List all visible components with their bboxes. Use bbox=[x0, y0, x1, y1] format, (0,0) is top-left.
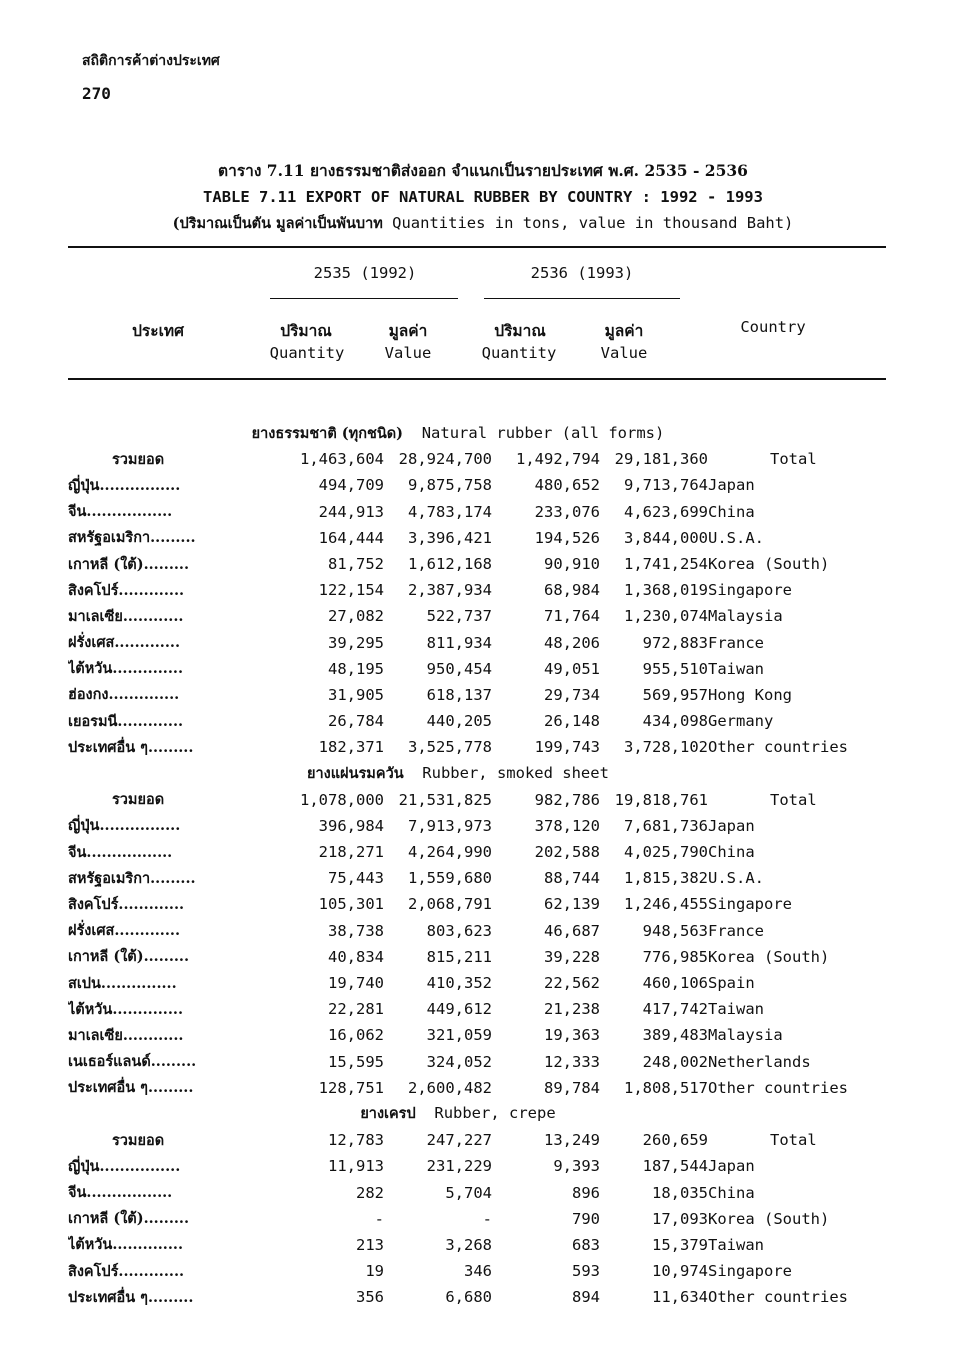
value-1993: 10,974 bbox=[652, 1262, 708, 1281]
country-name-english: Malaysia bbox=[708, 1026, 783, 1045]
value-1993: 29,181,360 bbox=[614, 450, 708, 469]
value-1992: 449,612 bbox=[426, 1000, 492, 1019]
table-row bbox=[68, 1284, 848, 1310]
value-th-heading-1992: มูลค่า bbox=[388, 321, 428, 340]
country-name-english: China bbox=[708, 1183, 755, 1202]
quantity-1993: 90,910 bbox=[544, 555, 600, 574]
quantity-1993: 683 bbox=[572, 1235, 600, 1254]
country-name-english: U.S.A. bbox=[708, 869, 764, 888]
value-1993: 569,957 bbox=[642, 685, 708, 704]
table-row bbox=[68, 1153, 848, 1179]
country-name-english: Taiwan bbox=[708, 659, 764, 678]
country-name-thai: มาเลเซีย............ bbox=[68, 607, 184, 625]
country-name-english: Korea (South) bbox=[708, 555, 830, 574]
country-name-thai: จีน................. bbox=[68, 843, 173, 861]
value-1993: 260,659 bbox=[642, 1131, 708, 1150]
country-name-thai: ประเทศอื่น ๆ......... bbox=[68, 1079, 194, 1097]
table-row bbox=[68, 551, 848, 577]
value-1992: 440,205 bbox=[426, 712, 492, 731]
value-1992: 6,680 bbox=[445, 1288, 492, 1307]
quantity-1992: 38,738 bbox=[328, 921, 384, 940]
value-1992: 5,704 bbox=[445, 1183, 492, 1202]
country-name-english: Taiwan bbox=[708, 1235, 764, 1254]
value-en-heading-1992: Value bbox=[384, 344, 432, 362]
country-name-english: Total bbox=[770, 790, 817, 809]
country-name-english: Germany bbox=[708, 712, 774, 731]
value-1992: 410,352 bbox=[426, 974, 492, 993]
country-name-thai: ไต้หวัน.............. bbox=[68, 660, 183, 678]
quantity-1992: 356 bbox=[356, 1288, 384, 1307]
country-name-thai: สหรัฐอเมริกา......... bbox=[68, 869, 196, 887]
quantity-1993: 894 bbox=[572, 1288, 600, 1307]
value-1993: 1,246,455 bbox=[624, 895, 708, 914]
value-1992: 522,737 bbox=[426, 607, 492, 626]
value-1993: 18,035 bbox=[652, 1183, 708, 1202]
quantity-1992: 26,784 bbox=[328, 712, 384, 731]
country-name-english: France bbox=[708, 633, 764, 652]
value-en-heading-1993: Value bbox=[600, 344, 648, 362]
country-name-thai: สิงคโปร์............. bbox=[68, 581, 185, 599]
value-1992: 950,454 bbox=[426, 659, 492, 678]
value-1993: 9,713,764 bbox=[624, 476, 708, 495]
country-name-english: Singapore bbox=[708, 1262, 792, 1281]
quantity-1992: 182,371 bbox=[318, 738, 384, 757]
table-row bbox=[68, 1206, 848, 1232]
quantity-1992: 15,595 bbox=[328, 1052, 384, 1071]
quantity-1993: 89,784 bbox=[544, 1078, 600, 1097]
country-name-thai: ประเทศอื่น ๆ......... bbox=[68, 1288, 194, 1306]
quantity-1992: 11,913 bbox=[328, 1157, 384, 1176]
country-name-thai: เกาหลี (ใต้)......... bbox=[68, 555, 190, 573]
value-1993: 7,681,736 bbox=[624, 816, 708, 835]
total-row bbox=[68, 446, 848, 472]
country-name-thai: ฮ่องกง.............. bbox=[68, 686, 180, 704]
quantity-1992: 81,752 bbox=[328, 555, 384, 574]
section-header bbox=[68, 760, 848, 786]
value-1992: 2,600,482 bbox=[408, 1078, 492, 1097]
quantity-1993: 46,687 bbox=[544, 921, 600, 940]
country-name-thai: เยอรมนี............. bbox=[68, 712, 184, 730]
top-rule bbox=[68, 246, 886, 248]
quantity-1993: 480,652 bbox=[534, 476, 600, 495]
value-1993: 3,844,000 bbox=[624, 528, 708, 547]
country-name-english: Netherlands bbox=[708, 1052, 811, 1071]
country-name-thai: ประเทศอื่น ๆ......... bbox=[68, 738, 194, 756]
title-units bbox=[0, 210, 966, 237]
country-name-thai: ฝรั่งเศส............. bbox=[68, 634, 180, 652]
value-th-heading-1993: มูลค่า bbox=[604, 321, 644, 340]
value-1992: 21,531,825 bbox=[398, 790, 492, 809]
quantity-1992: 128,751 bbox=[318, 1078, 384, 1097]
country-name-thai: จีน................. bbox=[68, 503, 173, 521]
country-name-english: Japan bbox=[708, 476, 755, 495]
table-row bbox=[68, 525, 848, 551]
table-row bbox=[68, 1049, 848, 1075]
value-1993: 187,544 bbox=[642, 1157, 708, 1176]
quantity-1993: 194,526 bbox=[534, 528, 600, 547]
quantity-1993: 21,238 bbox=[544, 1000, 600, 1019]
value-1993: 3,728,102 bbox=[624, 738, 708, 757]
table-row bbox=[68, 865, 848, 891]
quantity-1992: 218,271 bbox=[318, 843, 384, 862]
table-row bbox=[68, 996, 848, 1022]
quantity-1992: 31,905 bbox=[328, 685, 384, 704]
country-name-english: Korea (South) bbox=[708, 1209, 830, 1228]
table-row bbox=[68, 1179, 848, 1205]
value-1993: 955,510 bbox=[642, 659, 708, 678]
quantity-1992: 494,709 bbox=[318, 476, 384, 495]
country-name-english: Other countries bbox=[708, 738, 848, 757]
quantity-1993: 13,249 bbox=[544, 1131, 600, 1150]
country-name-thai: รวมยอด bbox=[112, 1131, 165, 1149]
table-row bbox=[68, 603, 848, 629]
country-name-thai: สิงคโปร์............. bbox=[68, 895, 185, 913]
quantity-1992: 1,463,604 bbox=[300, 450, 384, 469]
quantity-1993: 982,786 bbox=[534, 790, 600, 809]
quantity-1992: 164,444 bbox=[318, 528, 384, 547]
country-name-thai: มาเลเซีย............ bbox=[68, 1026, 184, 1044]
country-name-thai: รวมยอด bbox=[112, 791, 165, 809]
value-1992: 9,875,758 bbox=[408, 476, 492, 495]
quantity-1993: 233,076 bbox=[534, 502, 600, 521]
quantity-1993: 202,588 bbox=[534, 843, 600, 862]
quantity-1992: 16,062 bbox=[328, 1026, 384, 1045]
quantity-1992: - bbox=[374, 1209, 384, 1228]
quantity-1993: 88,744 bbox=[544, 869, 600, 888]
value-1992: 2,387,934 bbox=[408, 581, 492, 600]
country-name-english: Singapore bbox=[708, 581, 792, 600]
quantity-1993: 68,984 bbox=[544, 581, 600, 600]
total-row bbox=[68, 1127, 848, 1153]
quantity-1992: 282 bbox=[356, 1183, 384, 1202]
export-table bbox=[68, 420, 848, 1310]
country-name-english: Other countries bbox=[708, 1078, 848, 1097]
table-row bbox=[68, 944, 848, 970]
value-1992: 247,227 bbox=[426, 1131, 492, 1150]
table-row bbox=[68, 1232, 848, 1258]
quantity-1993: 39,228 bbox=[544, 947, 600, 966]
quantity-1993: 71,764 bbox=[544, 607, 600, 626]
country-name-thai: ญี่ปุ่น................ bbox=[68, 1157, 181, 1175]
country-name-thai: เกาหลี (ใต้)......... bbox=[68, 948, 190, 966]
table-row bbox=[68, 918, 848, 944]
quantity-1993: 593 bbox=[572, 1262, 600, 1281]
section-title-thai: ยางเครป bbox=[360, 1105, 416, 1123]
quantity-1992: 122,154 bbox=[318, 581, 384, 600]
quantity-1993: 790 bbox=[572, 1209, 600, 1228]
section-title-thai: ยางแผ่นรมควัน bbox=[307, 765, 404, 783]
value-1993: 948,563 bbox=[642, 921, 708, 940]
quantity-en-heading-1993: Quantity bbox=[481, 344, 557, 362]
page-number: 270 bbox=[82, 84, 111, 103]
series-title: สถิติการค้าต่างประเทศ bbox=[82, 53, 220, 69]
value-1993: 972,883 bbox=[642, 633, 708, 652]
country-name-thai: เนเธอร์แลนด์......... bbox=[68, 1053, 197, 1071]
quantity-1992: 105,301 bbox=[318, 895, 384, 914]
country-name-thai: สเปน............... bbox=[68, 974, 177, 992]
quantity-1993: 19,363 bbox=[544, 1026, 600, 1045]
table-row bbox=[68, 656, 848, 682]
country-name-thai: ญี่ปุ่น................ bbox=[68, 476, 181, 494]
value-1993: 248,002 bbox=[642, 1052, 708, 1071]
value-1993: 17,093 bbox=[652, 1209, 708, 1228]
quantity-1992: 19 bbox=[365, 1262, 384, 1281]
country-name-thai: ไต้หวัน.............. bbox=[68, 1000, 183, 1018]
quantity-1993: 49,051 bbox=[544, 659, 600, 678]
quantity-1992: 75,443 bbox=[328, 869, 384, 888]
country-name-english: France bbox=[708, 921, 764, 940]
country-name-english: China bbox=[708, 502, 755, 521]
value-1992: 1,559,680 bbox=[408, 869, 492, 888]
value-1992: 815,211 bbox=[426, 947, 492, 966]
quantity-th-heading-1993: ปริมาณ bbox=[494, 321, 546, 340]
section-title bbox=[68, 420, 848, 446]
quantity-1992: 48,195 bbox=[328, 659, 384, 678]
table-row bbox=[68, 472, 848, 498]
value-1993: 417,742 bbox=[642, 1000, 708, 1019]
quantity-1992: 213 bbox=[356, 1235, 384, 1254]
total-row bbox=[68, 787, 848, 813]
country-th-heading: ประเทศ bbox=[132, 321, 184, 340]
value-1993: 19,818,761 bbox=[614, 790, 708, 809]
value-1992: 3,268 bbox=[445, 1235, 492, 1254]
value-1992: 811,934 bbox=[426, 633, 492, 652]
table-row bbox=[68, 1075, 848, 1101]
year-1992-underline bbox=[270, 298, 458, 299]
value-1993: 434,098 bbox=[642, 712, 708, 731]
value-1993: 1,808,517 bbox=[624, 1078, 708, 1097]
country-name-english: China bbox=[708, 843, 755, 862]
country-name-english: Taiwan bbox=[708, 1000, 764, 1019]
quantity-1993: 199,743 bbox=[534, 738, 600, 757]
quantity-1992: 19,740 bbox=[328, 974, 384, 993]
table-row bbox=[68, 891, 848, 917]
value-1992: 3,525,778 bbox=[408, 738, 492, 757]
country-name-english: Japan bbox=[708, 1157, 755, 1176]
quantity-1993: 29,734 bbox=[544, 685, 600, 704]
country-name-english: Malaysia bbox=[708, 607, 783, 626]
title-thai: ตาราง 7.11 ยางธรรมชาติส่งออก จำแนกเป็นรายประเทศ พ.ศ. 2535 - 2536 bbox=[218, 161, 748, 180]
quantity-1993: 9,393 bbox=[553, 1157, 600, 1176]
value-1993: 4,623,699 bbox=[624, 502, 708, 521]
value-1992: 231,229 bbox=[426, 1157, 492, 1176]
year-1993-underline bbox=[484, 298, 680, 299]
table-row bbox=[68, 970, 848, 996]
country-name-thai: ญี่ปุ่น................ bbox=[68, 817, 181, 835]
value-1993: 776,985 bbox=[642, 947, 708, 966]
quantity-1993: 378,120 bbox=[534, 816, 600, 835]
quantity-1993: 48,206 bbox=[544, 633, 600, 652]
value-1992: 1,612,168 bbox=[408, 555, 492, 574]
quantity-1992: 12,783 bbox=[328, 1131, 384, 1150]
table-row bbox=[68, 708, 848, 734]
value-1993: 4,025,790 bbox=[624, 843, 708, 862]
value-1993: 1,368,019 bbox=[624, 581, 708, 600]
section-title-english: Rubber, crepe bbox=[434, 1104, 556, 1123]
table-row bbox=[68, 734, 848, 760]
table-row bbox=[68, 630, 848, 656]
value-1993: 1,741,254 bbox=[624, 555, 708, 574]
value-1992: 4,783,174 bbox=[408, 502, 492, 521]
quantity-1992: 39,295 bbox=[328, 633, 384, 652]
country-name-thai: จีน................. bbox=[68, 1184, 173, 1202]
value-1992: 346 bbox=[464, 1262, 492, 1281]
quantity-1992: 1,078,000 bbox=[300, 790, 384, 809]
value-1992: 618,137 bbox=[426, 685, 492, 704]
country-name-thai: ไต้หวัน.............. bbox=[68, 1236, 183, 1254]
value-1993: 1,815,382 bbox=[624, 869, 708, 888]
country-name-thai: สหรัฐอเมริกา......... bbox=[68, 529, 196, 547]
value-1992: 3,396,421 bbox=[408, 528, 492, 547]
country-en-heading: Country bbox=[740, 318, 806, 336]
value-1992: 4,264,990 bbox=[408, 843, 492, 862]
value-1992: 28,924,700 bbox=[398, 450, 492, 469]
quantity-1993: 1,492,794 bbox=[516, 450, 600, 469]
table-row bbox=[68, 813, 848, 839]
title-english: TABLE 7.11 EXPORT OF NATURAL RUBBER BY COUNTRY : 1992 - 1993 bbox=[203, 188, 763, 206]
table-row bbox=[68, 1022, 848, 1048]
units-thai: (ปริมาณเป็นตัน มูลค่าเป็นพันบาท bbox=[172, 215, 383, 232]
value-1993: 15,379 bbox=[652, 1235, 708, 1254]
quantity-en-heading-1992: Quantity bbox=[269, 344, 345, 362]
table-row bbox=[68, 499, 848, 525]
quantity-1993: 22,562 bbox=[544, 974, 600, 993]
quantity-1993: 26,148 bbox=[544, 712, 600, 731]
quantity-1993: 62,139 bbox=[544, 895, 600, 914]
country-name-thai: ฝรั่งเศส............. bbox=[68, 922, 180, 940]
value-1992: 7,913,973 bbox=[408, 816, 492, 835]
country-name-english: Hong Kong bbox=[708, 685, 792, 704]
section-title-thai: ยางธรรมชาติ (ทุกชนิด) bbox=[251, 424, 404, 442]
quantity-1992: 244,913 bbox=[318, 502, 384, 521]
country-name-thai: เกาหลี (ใต้)......... bbox=[68, 1210, 190, 1228]
section-title-english: Rubber, smoked sheet bbox=[422, 764, 609, 783]
table-row bbox=[68, 839, 848, 865]
country-name-english: Korea (South) bbox=[708, 947, 830, 966]
quantity-1993: 896 bbox=[572, 1183, 600, 1202]
quantity-1992: 27,082 bbox=[328, 607, 384, 626]
value-1992: 803,623 bbox=[426, 921, 492, 940]
country-name-english: Singapore bbox=[708, 895, 792, 914]
country-name-english: U.S.A. bbox=[708, 528, 764, 547]
country-name-english: Other countries bbox=[708, 1288, 848, 1307]
country-name-thai: รวมยอด bbox=[112, 450, 165, 468]
section-header bbox=[68, 420, 848, 446]
year-1993-heading: 2536 (1993) bbox=[530, 264, 634, 282]
quantity-th-heading-1992: ปริมาณ bbox=[280, 321, 332, 340]
section-title bbox=[68, 760, 848, 786]
quantity-1992: 396,984 bbox=[318, 816, 384, 835]
value-1992: 321,059 bbox=[426, 1026, 492, 1045]
quantity-1992: 22,281 bbox=[328, 1000, 384, 1019]
country-name-english: Total bbox=[770, 450, 817, 469]
value-1992: 324,052 bbox=[426, 1052, 492, 1071]
section-title bbox=[68, 1101, 848, 1127]
value-1993: 11,634 bbox=[652, 1288, 708, 1307]
table-row bbox=[68, 577, 848, 603]
table-row bbox=[68, 682, 848, 708]
value-1993: 389,483 bbox=[642, 1026, 708, 1045]
section-header bbox=[68, 1101, 848, 1127]
country-name-english: Spain bbox=[708, 974, 755, 993]
units-english: Quantities in tons, value in thousand Baht) bbox=[392, 214, 794, 232]
country-name-english: Total bbox=[770, 1131, 817, 1150]
country-name-english: Japan bbox=[708, 816, 755, 835]
value-1992: - bbox=[482, 1209, 492, 1228]
table-row bbox=[68, 1258, 848, 1284]
quantity-1993: 12,333 bbox=[544, 1052, 600, 1071]
country-name-thai: สิงคโปร์............. bbox=[68, 1262, 185, 1280]
value-1993: 1,230,074 bbox=[624, 607, 708, 626]
value-1992: 2,068,791 bbox=[408, 895, 492, 914]
quantity-1992: 40,834 bbox=[328, 947, 384, 966]
value-1993: 460,106 bbox=[642, 974, 708, 993]
section-title-english: Natural rubber (all forms) bbox=[421, 423, 665, 442]
year-1992-heading: 2535 (1992) bbox=[313, 264, 417, 282]
header-bottom-rule bbox=[68, 378, 886, 380]
table-titles bbox=[0, 158, 966, 237]
